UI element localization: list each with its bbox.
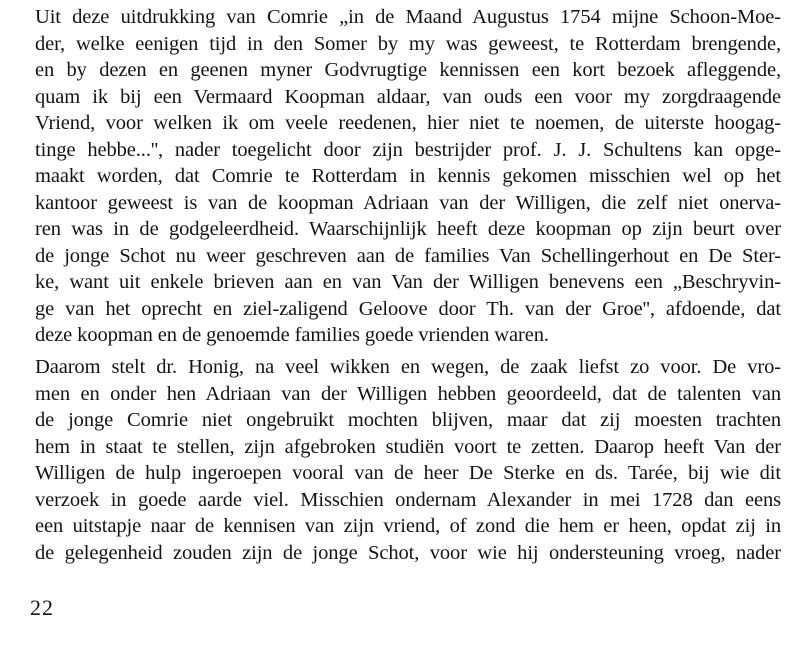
- paragraph-2: [35, 354, 781, 566]
- page-number: 22: [30, 595, 54, 620]
- text-line: verzoek in goede aarde viel. Misschien ondernam Alexander in mei 1728 dan eens: [35, 488, 781, 511]
- text-line: de jonge Schot nu weer geschreven aan de families Van Schellingerhout en De Ster-: [35, 244, 781, 267]
- text-line: Daarom stelt dr. Honig, na veel wikken en wegen, de zaak liefst zo voor. De vro-: [35, 356, 781, 378]
- paragraph-1: [35, 4, 781, 349]
- text-line: Willigen de hulp ingeroepen vooral van de heer De Sterke en ds. Tarée, bij wie dit: [35, 462, 781, 484]
- text-line: de gelegenheid zouden zijn de jonge Schot, voor wie hij ondersteuning vroeg, nader: [35, 541, 781, 564]
- text-line: Vriend, voor welken ik om veele reedenen, hier niet te noemen, de uiterste hoogag-: [35, 112, 781, 134]
- text-line: Uit deze uitdrukking van Comrie „in de Maand Augustus 1754 mijne Schoon-Moe-: [35, 6, 781, 28]
- text-line: hem in staat te stellen, zijn afgebroken studiën voort te zetten. Daarop heeft Van der: [35, 435, 781, 458]
- text-line: maakt worden, dat Comrie te Rotterdam in kennis gekomen misschien wel op het: [35, 165, 781, 187]
- text-line: de jonge Comrie niet ongebruikt mochten blijven, maar dat zij moesten trachten: [35, 409, 781, 431]
- text-line: men en onder hen Adriaan van der Willigen hebben geoordeeld, dat de talenten van: [35, 382, 781, 405]
- text-line: ren was in de godgeleerdheid. Waarschijnlijk heeft deze koopman op zijn beurt over: [35, 218, 781, 240]
- text-line: een uitstapje naar de kennisen van zijn vriend, of zond die hem er heen, opdat zij in: [35, 515, 781, 537]
- text-line: quam ik bij een Vermaard Koopman aldaar, van ouds een voor my zorgdraagende: [35, 85, 781, 108]
- text-line: en by dezen en geenen myner Godvrugtige kennissen een kort bezoek afleggende,: [35, 59, 781, 81]
- text-line: ge van het oprecht en ziel-zaligend Geloove door Th. van der Groe'', afdoende, dat: [35, 297, 781, 320]
- text-line: der, welke eenigen tijd in den Somer by my was geweest, te Rotterdam brengende,: [35, 32, 781, 55]
- text-line: tinge hebbe...'', nader toegelicht door zijn bestrijder prof. J. J. Schultens kan opge-: [35, 138, 781, 161]
- text-line: kantoor geweest is van de koopman Adriaan van der Willigen, die zelf niet onerva-: [35, 191, 781, 214]
- text-line: deze koopman en de genoemde families goede vrienden waren.: [35, 324, 549, 346]
- text-line: ke, want uit enkele brieven aan en van Van der Willigen benevens een „Beschryvin-: [35, 271, 781, 293]
